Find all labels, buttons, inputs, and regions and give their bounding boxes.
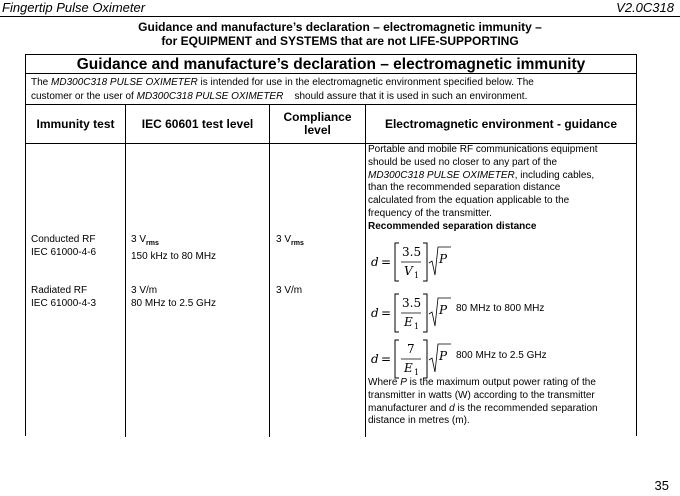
- guidance-line: [368, 403, 635, 416]
- guidance-text-span: Where: [368, 377, 401, 388]
- table-heading: Guidance and manufacture’s declaration – electromagnetic immunity: [26, 55, 636, 74]
- device-name: MD300C318 PULSE OXIMETER: [136, 91, 284, 102]
- equation-denominator: E: [404, 361, 413, 375]
- recommended-distance-heading: Recommended separation distance: [368, 220, 537, 232]
- denominator-subscript: 1: [414, 271, 420, 280]
- level-unit: rms: [146, 240, 159, 247]
- test-name: Conducted RF: [31, 234, 96, 245]
- section-title: [0, 20, 680, 48]
- document-title-header: Fingertip Pulse Oximeter: [2, 0, 146, 15]
- guidance-line: should be used no closer to any part of the: [368, 156, 558, 168]
- equation-denominator: V: [404, 264, 413, 278]
- test-standard: IEC 61000-4-6: [31, 246, 97, 258]
- intro-text: is intended for use in the electromagnetic environment specified below. The: [197, 77, 534, 88]
- immunity-table: [25, 54, 637, 436]
- guidance-text-span: manufacturer and: [368, 402, 450, 414]
- level-range: 80 MHz to 2.5 GHz: [131, 297, 217, 309]
- equation-d: d: [371, 306, 379, 320]
- equals-sign: =: [381, 306, 392, 320]
- guidance-text-span: is the maximum output power rating of the: [406, 377, 596, 388]
- level-number: 3 V: [131, 234, 147, 245]
- equation-radiated-high: [371, 336, 461, 382]
- equation-power: P: [439, 349, 448, 363]
- guidance-line: [368, 377, 635, 390]
- col-header-test-level: IEC 60601 test level: [126, 105, 269, 144]
- table-intro: [26, 74, 636, 105]
- level-range: 150 kHz to 80 MHz: [131, 250, 217, 262]
- running-header: [0, 0, 680, 17]
- device-name: MD300C318 PULSE OXIMETER: [368, 169, 515, 181]
- guidance-line: than the recommended separation distance: [368, 182, 561, 194]
- column-divider: [269, 105, 270, 437]
- where-clause: [367, 377, 635, 428]
- guidance-line: transmitter in watts (W) according to the transmitter: [368, 389, 595, 401]
- col-header-compliance: [270, 105, 365, 144]
- equation-numerator: 7: [407, 342, 415, 356]
- col-header-immunity-test: Immunity test: [26, 105, 125, 144]
- test-name: Radiated RF: [31, 285, 88, 296]
- test-standard: IEC 61000-4-3: [31, 297, 97, 309]
- compliance-radiated-rf: 3 V/m: [276, 285, 303, 296]
- compliance-number: 3 V: [276, 234, 292, 245]
- equation-numerator: 3.5: [402, 245, 422, 259]
- guidance-text: [367, 144, 635, 234]
- frequency-range-low: 80 MHz to 800 MHz: [456, 303, 545, 314]
- intro-text: should assure that it is used in such an environment.: [283, 91, 528, 102]
- guidance-line: calculated from the equation applicable to the: [368, 195, 570, 207]
- equals-sign: =: [381, 255, 392, 269]
- equation-d: d: [371, 255, 379, 269]
- version-label: V2.0C318: [616, 0, 674, 15]
- level-value: [131, 234, 216, 251]
- denominator-subscript: 1: [414, 322, 420, 331]
- equation-conducted: [371, 239, 461, 285]
- guidance-text-span: is the recommended separation: [454, 402, 598, 414]
- frequency-range-high: 800 MHz to 2.5 GHz: [456, 350, 547, 361]
- section-title-line1: Guidance and manufacture’s declaration – electromagnetic immunity –: [138, 20, 542, 34]
- level-conducted-rf: [131, 234, 216, 263]
- compliance-header-line2: level: [304, 123, 331, 137]
- guidance-line: Portable and mobile RF communications equipment: [368, 144, 598, 155]
- device-name: MD300C318 PULSE OXIMETER: [51, 77, 198, 88]
- equation-numerator: 3.5: [402, 296, 422, 310]
- guidance-text-span: , including cables,: [514, 169, 595, 181]
- column-divider: [365, 105, 366, 437]
- guidance-line: [368, 170, 635, 183]
- distance-symbol: d: [449, 402, 455, 414]
- compliance-conducted-rf: [276, 234, 304, 251]
- equation-radiated-low: [371, 290, 461, 336]
- equals-sign: =: [381, 352, 392, 366]
- level-value: 3 V/m: [131, 285, 158, 296]
- equation-power: P: [439, 303, 448, 317]
- power-symbol: P: [400, 377, 407, 388]
- equation-denominator: E: [404, 315, 413, 329]
- intro-text: The: [31, 77, 52, 88]
- guidance-line: distance in metres (m).: [368, 415, 470, 427]
- page-number: 35: [654, 478, 669, 493]
- compliance-header-line1: Compliance: [283, 110, 352, 124]
- section-title-line2: for EQUIPMENT and SYSTEMS that are not LIFE-SUPPORTING: [161, 34, 519, 48]
- level-radiated-rf: [131, 285, 216, 310]
- col-header-environment: Electromagnetic environment - guidance: [366, 105, 636, 144]
- denominator-subscript: 1: [414, 368, 420, 377]
- intro-text: customer or the user of: [31, 91, 137, 102]
- column-divider: [125, 105, 126, 437]
- guidance-line: frequency of the transmitter.: [368, 207, 492, 219]
- test-radiated-rf: [31, 285, 96, 310]
- equation-d: d: [371, 352, 379, 366]
- compliance-unit: rms: [291, 240, 304, 247]
- test-conducted-rf: [31, 234, 96, 259]
- equation-power: P: [439, 252, 448, 266]
